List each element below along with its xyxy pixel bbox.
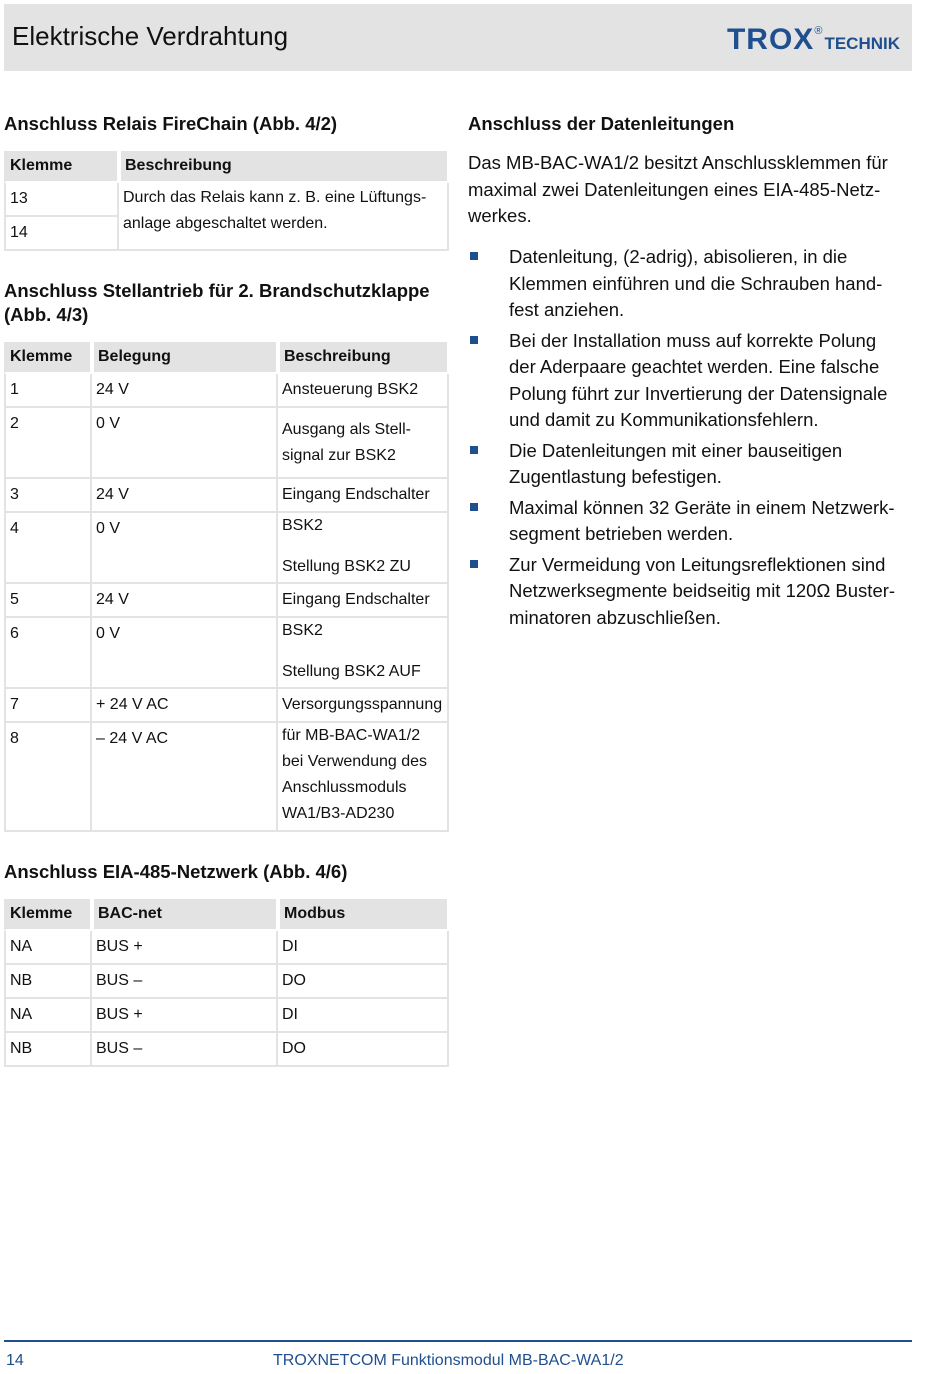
list-item — [468, 244, 914, 324]
page-header — [4, 4, 912, 71]
cell-klemme: 5 — [4, 584, 92, 618]
datenleitungen-heading: Anschluss der Datenleitungen — [468, 113, 735, 134]
col-klemme: Klemme — [4, 342, 92, 374]
cell-bacnet: BUS + — [92, 931, 278, 965]
cell-klemme: 4 — [4, 513, 92, 584]
list-item-line: Maximal können 32 Geräte in einem Netzwerk- — [509, 496, 895, 518]
list-item-line: segment betrieben werden. — [509, 523, 734, 544]
cell-klemme: 1 — [4, 374, 92, 408]
table-row — [4, 999, 449, 1033]
table-row — [4, 584, 449, 618]
beschreibung-line: Ausgang als Stell- — [282, 421, 411, 438]
beschreibung-line: bei Verwendung des — [282, 753, 427, 770]
beschreibung-line: anlage abgeschaltet werden. — [123, 215, 328, 232]
relais-heading: Anschluss Relais FireChain (Abb. 4/2) — [4, 113, 338, 134]
relais-table — [4, 151, 449, 251]
list-item-line: minatoren abzuschließen. — [509, 606, 721, 628]
table-header-row — [4, 899, 449, 931]
list-item — [468, 552, 914, 632]
square-bullet-icon — [470, 560, 478, 568]
list-item — [468, 328, 914, 434]
cell-klemme: 7 — [4, 689, 92, 723]
list-item-line: Polung führt zur Invertierung der Datensignale — [509, 382, 888, 404]
beschreibung-line: WA1/B3-AD230 — [282, 805, 395, 822]
cell-klemme: NB — [4, 1033, 92, 1067]
heading-line: (Abb. 4/3) — [4, 304, 89, 325]
col-modbus: Modbus — [278, 899, 449, 931]
cell-modbus: DO — [278, 965, 449, 999]
table-row — [4, 689, 449, 723]
col-belegung: Belegung — [92, 342, 278, 374]
square-bullet-icon — [470, 503, 478, 511]
table-row — [4, 513, 449, 584]
col-klemme: Klemme — [4, 899, 92, 931]
cell-modbus: DO — [278, 1033, 449, 1067]
table-header-row — [4, 342, 449, 374]
table-row — [4, 374, 449, 408]
cell-belegung: – 24 V AC — [92, 723, 278, 832]
cell-klemme: NA — [4, 931, 92, 965]
list-item-line: Bei der Installation muss auf korrekte Polung — [509, 329, 877, 351]
table-row — [4, 931, 449, 965]
beschreibung-line: Durch das Relais kann z. B. eine Lüftungs- — [123, 189, 427, 206]
square-bullet-icon — [470, 446, 478, 454]
cell-beschreibung: Eingang Endschalter — [278, 584, 449, 618]
beschreibung-line: BSK2 — [282, 517, 323, 534]
cell-belegung: 0 V — [92, 513, 278, 584]
cell-klemme: 8 — [4, 723, 92, 832]
list-item-line: Datenleitung, (2-adrig), abisolieren, in die — [509, 246, 848, 267]
col-bacnet: BAC-net — [92, 899, 278, 931]
square-bullet-icon — [470, 336, 478, 344]
cell-beschreibung — [278, 408, 449, 479]
cell-klemme: 6 — [4, 618, 92, 689]
table-row — [4, 965, 449, 999]
cell-beschreibung — [119, 183, 449, 251]
cell-bacnet: BUS + — [92, 999, 278, 1033]
cell-bacnet: BUS – — [92, 965, 278, 999]
cell-beschreibung — [278, 723, 449, 832]
table-row — [4, 618, 449, 689]
stellantrieb-heading — [4, 279, 459, 327]
table-row — [4, 183, 449, 217]
cell-belegung: 0 V — [92, 408, 278, 479]
cell-belegung: 24 V — [92, 374, 278, 408]
table-row — [4, 408, 449, 479]
footer-document-title: TROXNETCOM Funktionsmodul MB-BAC-WA1/2 — [273, 1352, 624, 1369]
table-row — [4, 479, 449, 513]
list-item-line: Zugentlastung befestigen. — [509, 466, 722, 487]
cell-beschreibung — [278, 513, 449, 584]
table-header-row — [4, 151, 449, 183]
col-beschreibung: Beschreibung — [278, 342, 449, 374]
stellantrieb-table — [4, 342, 449, 832]
datenleitungen-list — [468, 244, 914, 635]
cell-klemme: NB — [4, 965, 92, 999]
trox-logo — [727, 24, 900, 56]
cell-belegung: 24 V — [92, 584, 278, 618]
beschreibung-line: Stellung BSK2 ZU — [282, 558, 411, 575]
cell-modbus: DI — [278, 931, 449, 965]
list-item — [468, 495, 914, 548]
cell-bacnet: BUS – — [92, 1033, 278, 1067]
cell-belegung: + 24 V AC — [92, 689, 278, 723]
list-item-line: Klemmen einführen und die Schrauben hand- — [509, 272, 883, 294]
table-row — [4, 723, 449, 832]
logo-trox-text: TROX — [726, 23, 815, 56]
list-item-line: Die Datenleitungen mit einer bauseitigen — [509, 439, 843, 461]
page-number: 14 — [6, 1352, 24, 1369]
logo-technik-text: TECHNIK — [824, 34, 900, 53]
intro-line: maximal zwei Datenleitungen eines EIA-485-Netz- — [468, 178, 881, 200]
eia-table — [4, 899, 449, 1067]
cell-beschreibung: Versorgungsspannung — [278, 689, 449, 723]
cell-klemme: 3 — [4, 479, 92, 513]
heading-line: Anschluss Stellantrieb für 2. Brandschutzklappe — [4, 280, 430, 301]
logo-registered-mark: ® — [814, 25, 823, 37]
footer-divider — [4, 1340, 912, 1342]
page-title: Elektrische Verdrahtung — [12, 21, 289, 51]
col-beschreibung: Beschreibung — [119, 151, 449, 183]
cell-modbus: DI — [278, 999, 449, 1033]
list-item-line: und damit zu Kommunikationsfehlern. — [509, 409, 819, 430]
cell-klemme: NA — [4, 999, 92, 1033]
beschreibung-line: Anschlussmoduls — [282, 779, 407, 796]
cell-belegung: 0 V — [92, 618, 278, 689]
cell-beschreibung: Eingang Endschalter — [278, 479, 449, 513]
list-item — [468, 438, 914, 491]
datenleitungen-intro — [468, 150, 914, 230]
list-item-line: fest anziehen. — [509, 299, 625, 320]
table-row — [4, 1033, 449, 1067]
list-item-line: der Aderpaare geachtet werden. Eine falsche — [509, 356, 880, 377]
intro-line: Das MB-BAC-WA1/2 besitzt Anschlussklemmen für — [468, 152, 888, 173]
cell-klemme: 13 — [4, 183, 119, 217]
beschreibung-line: für MB-BAC-WA1/2 — [282, 727, 421, 744]
square-bullet-icon — [470, 252, 478, 260]
intro-line: werkes. — [468, 205, 532, 226]
beschreibung-line: BSK2 — [282, 622, 323, 639]
cell-beschreibung — [278, 618, 449, 689]
beschreibung-line: signal zur BSK2 — [282, 447, 396, 464]
cell-klemme: 2 — [4, 408, 92, 479]
list-item-line: Zur Vermeidung von Leitungsreflektionen sind — [509, 553, 886, 575]
cell-beschreibung: Ansteuerung BSK2 — [278, 374, 449, 408]
eia-heading: Anschluss EIA-485-Netzwerk (Abb. 4/6) — [4, 861, 348, 882]
list-item-line: Netzwerksegmente beidseitig mit 120Ω Buster- — [509, 580, 896, 601]
cell-klemme: 14 — [4, 217, 119, 251]
col-klemme: Klemme — [4, 151, 119, 183]
beschreibung-line: Stellung BSK2 AUF — [282, 663, 421, 680]
cell-belegung: 24 V — [92, 479, 278, 513]
